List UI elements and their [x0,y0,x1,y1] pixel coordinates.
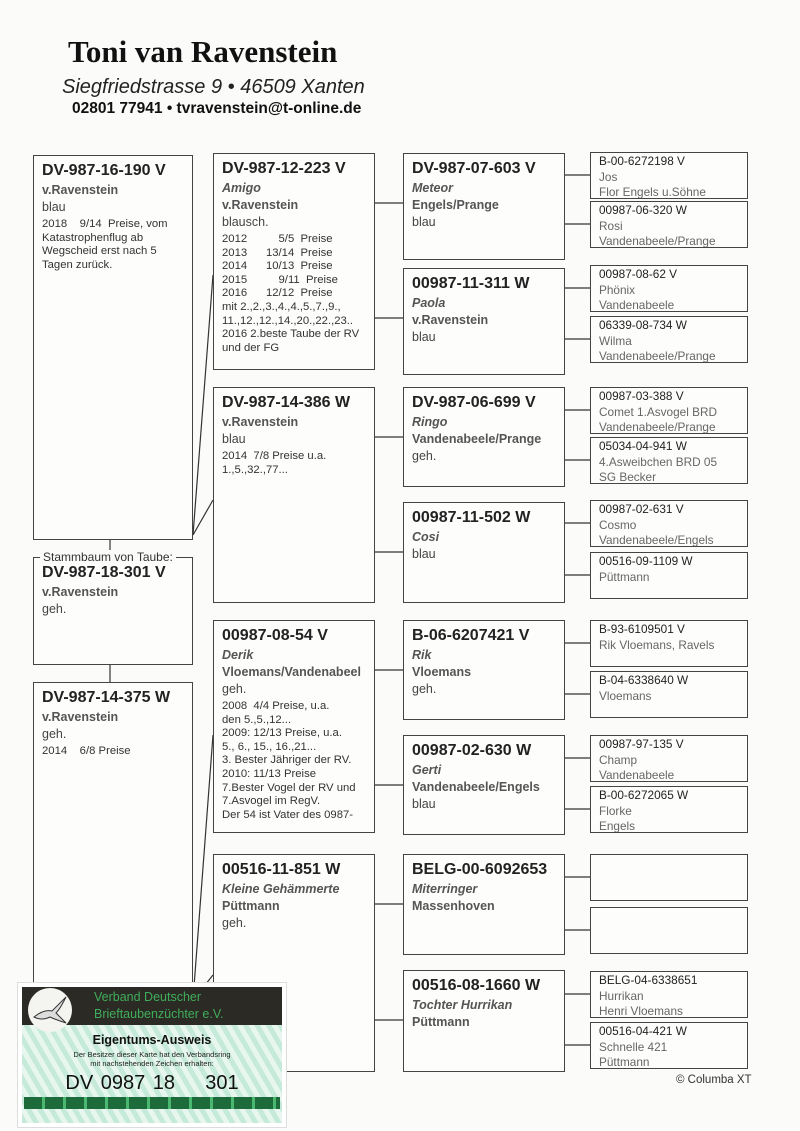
performance-note: 2018 9/14 Preise, vom [42,218,168,230]
grandparent-box [213,620,375,833]
breeder: v.Ravenstein [412,313,489,327]
ring-number: DV-987-18-301 V [42,564,166,581]
ancestor-detail: Engels [599,819,636,833]
performance-note: den 5.,5.,12... [222,713,292,726]
great-grandparent-box [403,620,565,720]
performance-note: 2009: 12/13 Preise, u.a. [222,727,342,740]
plumage-color: geh. [222,916,247,930]
performance-note: 2016 12/12 Preise [222,287,333,300]
ancestor-detail: Schnelle 421 [599,1039,668,1054]
dam-box [33,682,193,1022]
ancestor-detail: Vandenabeele [599,768,675,782]
breeder: Massenhoven [412,899,495,913]
ring-number: DV-987-07-603 V [412,160,536,177]
plumage-color: blau [412,215,436,229]
breeder: Vloemans/Vandenabeel [222,665,361,679]
breeder: v.Ravenstein [42,585,119,599]
pigeon-name: Gerti [412,763,442,777]
performance-note: 2012 5/5 Preise [222,233,333,245]
ring-number: 00516-11-851 W [222,861,341,878]
performance-note: 7.Bester Vogel der RV und [222,781,356,794]
ancestor-detail: Florke [599,803,632,818]
pigeon-name: Meteor [412,181,453,195]
card-org-line1: Verband Deutscher [94,990,202,1004]
ring-number: 00516-09-1109 W [599,554,693,568]
plumage-color: geh. [42,602,67,616]
breeder: v.Ravenstein [42,183,119,197]
performance-note: und der FG [222,341,280,354]
ancestor-detail: Vloemans [599,688,652,703]
ancestor-detail: Hurrikan [599,988,644,1003]
ring-number: DV-987-06-699 V [412,394,536,411]
pigeon-name: Kleine Gehämmerte [222,882,340,896]
pigeon-name: Paola [412,296,446,310]
great-grandparent-box [403,268,565,375]
performance-note: 2014 6/8 Preise [42,745,131,757]
card-sub-line2: mit nachstehenden Zeichen erhalten: [90,1059,214,1068]
ancestor-box-gen4 [590,152,748,199]
ring-number: 00987-02-630 W [412,742,532,759]
copyright: © Columba XT [676,1074,752,1086]
breeder: Vandenabeele/Prange [412,432,542,446]
plumage-color: blau [412,330,436,344]
ancestor-detail: Vandenabeele/Engels [599,533,714,547]
subject-pigeon-box [33,557,193,665]
ring-number: DV-987-14-375 W [42,689,171,706]
ancestor-box-gen4 [590,786,748,833]
ancestor-detail: SG Becker [599,470,657,484]
card-stripe [24,1097,280,1109]
ancestor-box-gen4 [590,500,748,547]
plumage-color: geh. [412,449,437,463]
ring-number: 00987-97-135 V [599,737,684,751]
performance-note: 1.,5.,32.,77... [222,463,288,476]
performance-note: Tagen zurück. [42,258,113,271]
performance-note: 7.Asvogel im RegV. [222,795,321,808]
ancestor-detail: Champ [599,752,638,767]
ancestor-box-gen4 [590,907,748,954]
ancestor-detail: Püttmann [599,569,650,584]
performance-note: 2010: 11/13 Preise [222,767,316,780]
ring-number: 05034-04-941 W [599,439,687,453]
plumage-color: geh. [42,727,67,741]
performance-note: 2014 7/8 Preise u.a. [222,450,327,462]
performance-note: Wegscheid erst nach 5 [42,245,157,258]
card-sub-line1: Der Besitzer dieser Karte hat den Verbandsring [73,1050,231,1059]
breeder-contact: 02801 77941 • tvravenstein@t-online.de [72,100,362,117]
ring-number: 00987-02-631 V [599,502,684,516]
ancestor-box-gen4 [590,620,748,667]
ancestor-box-gen4 [590,971,748,1018]
ancestor-box-gen4 [590,265,748,312]
performance-note: 2015 9/11 Preise [222,273,338,286]
connector-line [193,500,213,535]
sire-box [33,155,193,540]
pigeon-name: Cosi [412,530,440,544]
ring-number: 00987-11-502 W [412,509,531,526]
ring-number: BELG-00-6092653 [412,861,548,878]
performance-note: Der 54 ist Vater des 0987- [222,808,354,821]
ring-number: B-00-6272198 V [599,154,685,168]
ancestor-detail: Comet 1.Asvogel BRD [599,404,718,419]
plumage-color: geh. [222,682,247,696]
pigeon-name: Derik [222,648,254,662]
performance-note: 11.,12.,12.,14.,20.,22.,23.. [222,314,354,327]
ring-number: 00987-08-62 V [599,267,678,281]
pigeon-name: Rik [412,648,432,662]
connector-line [193,275,213,535]
connector-line [193,735,213,1000]
breeder-address: Siegfriedstrasse 9 • 46509 Xanten [62,76,365,98]
breeder-name-title: Toni van Ravenstein [68,34,338,69]
ancestor-box-gen4 [590,316,748,363]
ring-number: B-06-6207421 V [412,627,530,644]
great-grandparent-box [403,502,565,603]
breeder: v.Ravenstein [222,198,299,212]
breeder: Vloemans [412,665,472,679]
ring-number: B-00-6272065 W [599,788,689,802]
dove-logo-icon [28,988,72,1032]
great-grandparent-box [403,153,565,260]
plumage-color: geh. [412,682,437,696]
ancestor-detail: Vandenabeele/Prange [599,420,716,434]
great-grandparent-box [403,387,565,487]
performance-note: mit 2.,2.,3.,4.,4.,5.,7.,9., [222,300,341,313]
card-org-line2: Brieftaubenzüchter e.V. [94,1007,224,1021]
ancestor-detail: 4.Asweibchen BRD 05 [599,454,718,469]
pigeon-name: Ringo [412,415,448,429]
ancestor-detail: Rik Vloemans, Ravels [599,637,715,652]
ring-number: 00516-04-421 W [599,1024,687,1038]
ring-number: DV-987-14-386 W [222,394,351,411]
performance-note: 2013 13/14 Preise [222,246,333,259]
breeder: Engels/Prange [412,198,499,212]
ring-number: 00987-06-320 W [599,203,687,217]
pigeon-name: Amigo [222,181,261,195]
ring-number: 00516-08-1660 W [412,977,541,994]
ancestor-detail: Flor Engels u.Söhne [599,185,706,199]
breeder: v.Ravenstein [222,415,299,429]
ancestor-detail: Wilma [599,333,632,348]
ring-number: DV-987-16-190 V [42,162,166,179]
card-title: Eigentums-Ausweis [92,1033,212,1047]
ancestor-box-gen4 [590,671,748,718]
ancestor-detail: Cosmo [599,517,637,532]
great-grandparent-box [403,970,565,1072]
performance-note: 2016 2.beste Taube der RV [222,328,360,341]
pigeon-name: Tochter Hurrikan [412,998,513,1012]
performance-note: 3. Bester Jähriger der RV. [222,754,352,767]
ring-number: 06339-08-734 W [599,318,687,332]
ring-number: BELG-04-6338651 [599,973,698,987]
breeder: Püttmann [412,1015,470,1029]
ancestor-box-gen4 [590,437,748,484]
breeder: Püttmann [222,899,280,913]
performance-note: 5., 6., 15., 16.,21... [222,740,317,753]
ancestor-detail: Vandenabeele/Prange [599,234,716,248]
ancestor-box-gen4 [590,735,748,782]
performance-note: 2014 10/13 Preise [222,260,333,273]
performance-note: 2008 4/4 Preise, u.a. [222,700,330,712]
ring-number: B-93-6109501 V [599,622,685,636]
card-ring-number: DV 0987 18 301 [65,1072,239,1094]
plumage-color: blau [42,200,66,214]
breeder: Vandenabeele/Engels [412,780,540,794]
ancestor-box-gen4 [590,387,748,434]
great-grandparent-box [403,854,565,955]
ancestor-detail: Vandenabeele [599,298,675,312]
great-grandparent-box [403,735,565,835]
plumage-color: blau [412,547,436,561]
ring-number: 00987-03-388 V [599,389,684,403]
ancestor-box-gen4 [590,201,748,248]
plumage-color: blau [222,432,246,446]
ancestor-detail: Püttmann [599,1055,650,1069]
grandparent-box [213,387,375,603]
performance-note: Katastrophenflug ab [42,231,144,244]
ancestor-box-gen4 [590,552,748,599]
ancestor-detail: Phönix [599,282,636,297]
ancestor-detail: Henri Vloemans [599,1004,683,1018]
ring-number: B-04-6338640 W [599,673,689,687]
ancestor-detail: Rosi [599,218,623,233]
pigeon-name: Miterringer [412,882,478,896]
plumage-color: blau [412,797,436,811]
ownership-card [18,983,286,1127]
ancestor-detail: Jos [599,169,618,184]
plumage-color: blausch. [222,215,269,229]
ring-number: 00987-08-54 V [222,627,328,644]
ancestor-detail: Vandenabeele/Prange [599,349,716,363]
ring-number: 00987-11-311 W [412,275,530,292]
ring-number: DV-987-12-223 V [222,160,346,177]
subject-legend: Stammbaum von Taube: [40,550,176,564]
grandparent-box [213,153,375,370]
ancestor-box-gen4 [590,854,748,901]
breeder: v.Ravenstein [42,710,119,724]
ancestor-box-gen4 [590,1022,748,1069]
